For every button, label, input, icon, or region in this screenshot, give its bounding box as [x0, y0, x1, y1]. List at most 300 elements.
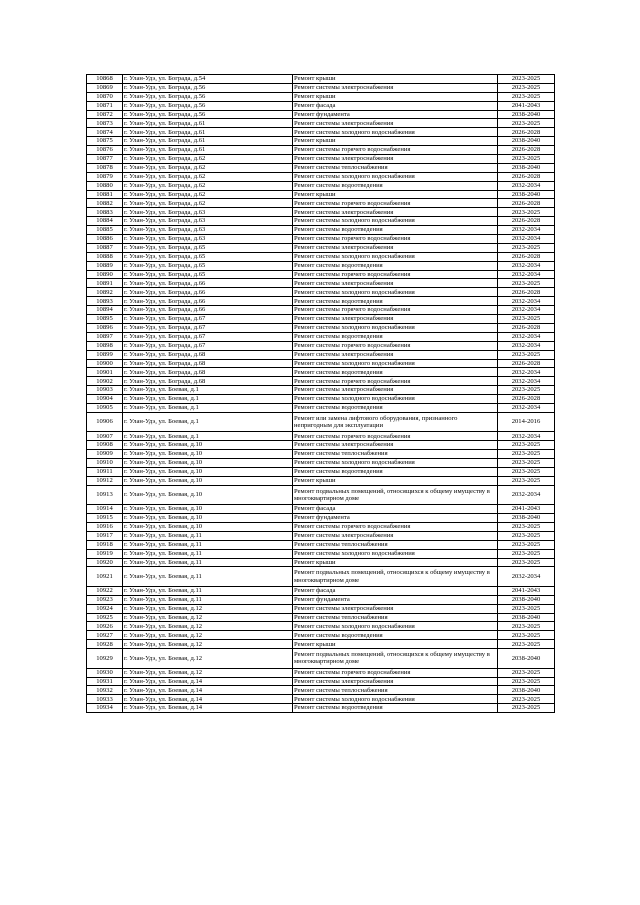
row-work-type: Ремонт подвальных помещений, относящихся к общему имуществу в многоквартирном доме [293, 649, 498, 669]
row-period: 2023-2025 [498, 75, 555, 84]
row-period: 2032-2034 [498, 368, 555, 377]
row-work-type: Ремонт системы электроснабжения [293, 677, 498, 686]
row-number: 10874 [87, 128, 123, 137]
row-period: 2023-2025 [498, 92, 555, 101]
row-address: г. Улан-Удэ, ул. Боевая, д.11 [123, 549, 293, 558]
table-row [87, 92, 555, 101]
table-row [87, 359, 555, 368]
row-period: 2026-2028 [498, 128, 555, 137]
row-work-type: Ремонт системы водоотведения [293, 226, 498, 235]
row-number: 10886 [87, 235, 123, 244]
row-work-type: Ремонт системы теплоснабжения [293, 686, 498, 695]
row-period: 2023-2025 [498, 558, 555, 567]
row-period: 2038-2040 [498, 514, 555, 523]
row-period: 2038-2040 [498, 137, 555, 146]
table-row [87, 649, 555, 669]
row-period: 2023-2025 [498, 640, 555, 649]
row-work-type: Ремонт системы горячего водоснабжения [293, 199, 498, 208]
row-period: 2023-2025 [498, 155, 555, 164]
table-row [87, 677, 555, 686]
row-address: г. Улан-Удэ, ул. Боевая, д.12 [123, 631, 293, 640]
row-work-type: Ремонт фасада [293, 505, 498, 514]
row-number: 10875 [87, 137, 123, 146]
table-row [87, 613, 555, 622]
row-work-type: Ремонт системы холодного водоснабжения [293, 549, 498, 558]
row-period: 2038-2040 [498, 649, 555, 669]
row-work-type: Ремонт системы электроснабжения [293, 531, 498, 540]
row-address: г. Улан-Удэ, ул. Бограда, д.65 [123, 261, 293, 270]
row-address: г. Улан-Удэ, ул. Бограда, д.61 [123, 128, 293, 137]
row-number: 10934 [87, 704, 123, 713]
row-number: 10922 [87, 586, 123, 595]
row-work-type: Ремонт системы горячего водоснабжения [293, 270, 498, 279]
row-work-type: Ремонт системы водоотведения [293, 297, 498, 306]
row-address: г. Улан-Удэ, ул. Боевая, д.1 [123, 412, 293, 432]
row-address: г. Улан-Удэ, ул. Боевая, д.11 [123, 595, 293, 604]
row-number: 10871 [87, 101, 123, 110]
row-work-type: Ремонт системы горячего водоснабжения [293, 522, 498, 531]
row-period: 2023-2025 [498, 467, 555, 476]
row-period: 2032-2034 [498, 567, 555, 587]
row-work-type: Ремонт крыши [293, 75, 498, 84]
row-address: г. Улан-Удэ, ул. Боевая, д.1 [123, 395, 293, 404]
row-work-type: Ремонт системы горячего водоснабжения [293, 146, 498, 155]
row-work-type: Ремонт крыши [293, 558, 498, 567]
row-number: 10885 [87, 226, 123, 235]
row-number: 10896 [87, 323, 123, 332]
row-period: 2032-2034 [498, 332, 555, 341]
row-work-type: Ремонт системы водоотведения [293, 181, 498, 190]
row-number: 10895 [87, 315, 123, 324]
row-work-type: Ремонт системы горячего водоснабжения [293, 306, 498, 315]
row-address: г. Улан-Удэ, ул. Боевая, д.10 [123, 459, 293, 468]
table-row [87, 155, 555, 164]
table-row [87, 558, 555, 567]
row-number: 10892 [87, 288, 123, 297]
row-period: 2023-2025 [498, 704, 555, 713]
table-row [87, 403, 555, 412]
table-row [87, 181, 555, 190]
row-work-type: Ремонт системы электроснабжения [293, 386, 498, 395]
row-number: 10897 [87, 332, 123, 341]
row-address: г. Улан-Удэ, ул. Боевая, д.12 [123, 622, 293, 631]
row-number: 10924 [87, 604, 123, 613]
table-row [87, 323, 555, 332]
row-number: 10898 [87, 341, 123, 350]
row-number: 10925 [87, 613, 123, 622]
row-address: г. Улан-Удэ, ул. Боевая, д.11 [123, 586, 293, 595]
row-work-type: Ремонт фасада [293, 101, 498, 110]
row-address: г. Улан-Удэ, ул. Боевая, д.11 [123, 567, 293, 587]
row-period: 2023-2025 [498, 549, 555, 558]
row-period: 2023-2025 [498, 450, 555, 459]
row-number: 10887 [87, 243, 123, 252]
row-period: 2023-2025 [498, 459, 555, 468]
row-period: 2038-2040 [498, 595, 555, 604]
row-work-type: Ремонт крыши [293, 137, 498, 146]
row-number: 10880 [87, 181, 123, 190]
row-number: 10872 [87, 110, 123, 119]
row-work-type: Ремонт системы электроснабжения [293, 315, 498, 324]
row-number: 10890 [87, 270, 123, 279]
row-period: 2041-2043 [498, 505, 555, 514]
table-row [87, 128, 555, 137]
table-row [87, 412, 555, 432]
row-work-type: Ремонт системы холодного водоснабжения [293, 252, 498, 261]
row-period: 2032-2034 [498, 432, 555, 441]
row-period: 2023-2025 [498, 604, 555, 613]
table-row [87, 288, 555, 297]
row-address: г. Улан-Удэ, ул. Боевая, д.14 [123, 677, 293, 686]
row-address: г. Улан-Удэ, ул. Боевая, д.10 [123, 476, 293, 485]
row-work-type: Ремонт системы электроснабжения [293, 243, 498, 252]
row-work-type: Ремонт системы холодного водоснабжения [293, 128, 498, 137]
table-row [87, 83, 555, 92]
table-row [87, 190, 555, 199]
row-number: 10923 [87, 595, 123, 604]
row-address: г. Улан-Удэ, ул. Бограда, д.62 [123, 163, 293, 172]
row-address: г. Улан-Удэ, ул. Бограда, д.56 [123, 92, 293, 101]
row-address: г. Улан-Удэ, ул. Боевая, д.10 [123, 514, 293, 523]
row-work-type: Ремонт системы холодного водоснабжения [293, 172, 498, 181]
row-work-type: Ремонт системы теплоснабжения [293, 613, 498, 622]
row-address: г. Улан-Удэ, ул. Бограда, д.62 [123, 190, 293, 199]
row-number: 10904 [87, 395, 123, 404]
row-work-type: Ремонт фундамента [293, 514, 498, 523]
table-row [87, 640, 555, 649]
row-work-type: Ремонт системы холодного водоснабжения [293, 217, 498, 226]
row-address: г. Улан-Удэ, ул. Бограда, д.66 [123, 306, 293, 315]
row-address: г. Улан-Удэ, ул. Боевая, д.12 [123, 640, 293, 649]
row-address: г. Улан-Удэ, ул. Боевая, д.1 [123, 386, 293, 395]
row-period: 2014-2016 [498, 412, 555, 432]
table-row [87, 172, 555, 181]
table-row [87, 217, 555, 226]
table-row [87, 668, 555, 677]
row-number: 10913 [87, 485, 123, 505]
row-work-type: Ремонт системы электроснабжения [293, 350, 498, 359]
table-row [87, 386, 555, 395]
row-work-type: Ремонт системы водоотведения [293, 261, 498, 270]
row-address: г. Улан-Удэ, ул. Бограда, д.65 [123, 252, 293, 261]
table-row [87, 505, 555, 514]
row-number: 10877 [87, 155, 123, 164]
table-row [87, 137, 555, 146]
row-address: г. Улан-Удэ, ул. Боевая, д.11 [123, 531, 293, 540]
row-period: 2026-2028 [498, 395, 555, 404]
row-address: г. Улан-Удэ, ул. Боевая, д.10 [123, 505, 293, 514]
row-address: г. Улан-Удэ, ул. Бограда, д.62 [123, 199, 293, 208]
row-number: 10891 [87, 279, 123, 288]
row-number: 10918 [87, 540, 123, 549]
row-period: 2032-2034 [498, 403, 555, 412]
row-period: 2023-2025 [498, 677, 555, 686]
row-period: 2023-2025 [498, 350, 555, 359]
row-address: г. Улан-Удэ, ул. Бограда, д.61 [123, 137, 293, 146]
repair-schedule-table [86, 74, 555, 713]
table-row [87, 297, 555, 306]
row-work-type: Ремонт системы холодного водоснабжения [293, 359, 498, 368]
table-row [87, 252, 555, 261]
row-address: г. Улан-Удэ, ул. Бограда, д.67 [123, 341, 293, 350]
table-row [87, 163, 555, 172]
row-work-type: Ремонт системы теплоснабжения [293, 450, 498, 459]
table-row [87, 595, 555, 604]
row-period: 2032-2034 [498, 297, 555, 306]
table-row [87, 235, 555, 244]
row-address: г. Улан-Удэ, ул. Бограда, д.66 [123, 279, 293, 288]
row-address: г. Улан-Удэ, ул. Боевая, д.10 [123, 485, 293, 505]
table-row [87, 522, 555, 531]
row-period: 2032-2034 [498, 261, 555, 270]
table-row [87, 476, 555, 485]
row-period: 2041-2043 [498, 586, 555, 595]
row-address: г. Улан-Удэ, ул. Боевая, д.12 [123, 613, 293, 622]
row-address: г. Улан-Удэ, ул. Боевая, д.12 [123, 668, 293, 677]
row-period: 2038-2040 [498, 613, 555, 622]
row-address: г. Улан-Удэ, ул. Бограда, д.62 [123, 155, 293, 164]
table-row [87, 75, 555, 84]
row-period: 2038-2040 [498, 686, 555, 695]
row-number: 10888 [87, 252, 123, 261]
row-period: 2023-2025 [498, 476, 555, 485]
row-period: 2026-2028 [498, 288, 555, 297]
row-number: 10911 [87, 467, 123, 476]
row-number: 10932 [87, 686, 123, 695]
row-work-type: Ремонт системы электроснабжения [293, 208, 498, 217]
table-row [87, 704, 555, 713]
row-period: 2038-2040 [498, 110, 555, 119]
row-number: 10879 [87, 172, 123, 181]
row-period: 2026-2028 [498, 252, 555, 261]
row-number: 10902 [87, 377, 123, 386]
row-period: 2026-2028 [498, 172, 555, 181]
table-row [87, 101, 555, 110]
row-work-type: Ремонт системы электроснабжения [293, 83, 498, 92]
row-period: 2023-2025 [498, 441, 555, 450]
table-row [87, 395, 555, 404]
row-period: 2023-2025 [498, 522, 555, 531]
row-address: г. Улан-Удэ, ул. Боевая, д.1 [123, 403, 293, 412]
row-address: г. Улан-Удэ, ул. Боевая, д.14 [123, 704, 293, 713]
row-period: 2032-2034 [498, 270, 555, 279]
row-number: 10915 [87, 514, 123, 523]
row-number: 10917 [87, 531, 123, 540]
row-address: г. Улан-Удэ, ул. Бограда, д.65 [123, 243, 293, 252]
row-work-type: Ремонт системы горячего водоснабжения [293, 668, 498, 677]
row-address: г. Улан-Удэ, ул. Боевая, д.10 [123, 441, 293, 450]
table-row [87, 604, 555, 613]
row-work-type: Ремонт системы водоотведения [293, 368, 498, 377]
row-period: 2023-2025 [498, 279, 555, 288]
row-number: 10912 [87, 476, 123, 485]
row-address: г. Улан-Удэ, ул. Боевая, д.10 [123, 522, 293, 531]
table-row [87, 208, 555, 217]
row-work-type: Ремонт системы холодного водоснабжения [293, 695, 498, 704]
table-row [87, 467, 555, 476]
table-row [87, 119, 555, 128]
table-row [87, 567, 555, 587]
row-address: г. Улан-Удэ, ул. Бограда, д.68 [123, 359, 293, 368]
row-address: г. Улан-Удэ, ул. Бограда, д.56 [123, 110, 293, 119]
table-row [87, 315, 555, 324]
row-period: 2038-2040 [498, 163, 555, 172]
row-address: г. Улан-Удэ, ул. Бограда, д.65 [123, 270, 293, 279]
row-work-type: Ремонт системы теплоснабжения [293, 163, 498, 172]
row-number: 10910 [87, 459, 123, 468]
table-row [87, 485, 555, 505]
row-address: г. Улан-Удэ, ул. Бограда, д.61 [123, 119, 293, 128]
row-period: 2023-2025 [498, 83, 555, 92]
row-address: г. Улан-Удэ, ул. Бограда, д.63 [123, 226, 293, 235]
row-number: 10931 [87, 677, 123, 686]
row-work-type: Ремонт системы водоотведения [293, 332, 498, 341]
table-row [87, 531, 555, 540]
row-period: 2026-2028 [498, 323, 555, 332]
row-work-type: Ремонт системы горячего водоснабжения [293, 235, 498, 244]
row-period: 2023-2025 [498, 622, 555, 631]
row-number: 10908 [87, 441, 123, 450]
row-work-type: Ремонт фасада [293, 586, 498, 595]
row-period: 2032-2034 [498, 181, 555, 190]
row-address: г. Улан-Удэ, ул. Бограда, д.67 [123, 332, 293, 341]
table-row [87, 270, 555, 279]
row-period: 2032-2034 [498, 306, 555, 315]
row-period: 2023-2025 [498, 386, 555, 395]
row-address: г. Улан-Удэ, ул. Боевая, д.12 [123, 649, 293, 669]
table-row [87, 549, 555, 558]
row-number: 10893 [87, 297, 123, 306]
row-work-type: Ремонт системы холодного водоснабжения [293, 323, 498, 332]
row-work-type: Ремонт системы водоотведения [293, 403, 498, 412]
row-address: г. Улан-Удэ, ул. Бограда, д.54 [123, 75, 293, 84]
row-number: 10869 [87, 83, 123, 92]
table-row [87, 586, 555, 595]
row-number: 10933 [87, 695, 123, 704]
row-period: 2023-2025 [498, 695, 555, 704]
row-number: 10884 [87, 217, 123, 226]
row-work-type: Ремонт системы электроснабжения [293, 155, 498, 164]
table-row [87, 540, 555, 549]
table-row [87, 110, 555, 119]
row-address: г. Улан-Удэ, ул. Бограда, д.67 [123, 315, 293, 324]
row-number: 10903 [87, 386, 123, 395]
row-period: 2032-2034 [498, 485, 555, 505]
row-address: г. Улан-Удэ, ул. Бограда, д.56 [123, 83, 293, 92]
row-period: 2023-2025 [498, 243, 555, 252]
table-row [87, 622, 555, 631]
row-address: г. Улан-Удэ, ул. Боевая, д.12 [123, 604, 293, 613]
table-row [87, 350, 555, 359]
row-work-type: Ремонт системы электроснабжения [293, 604, 498, 613]
table-row [87, 306, 555, 315]
row-number: 10928 [87, 640, 123, 649]
row-work-type: Ремонт системы электроснабжения [293, 279, 498, 288]
row-number: 10889 [87, 261, 123, 270]
table-row [87, 199, 555, 208]
row-address: г. Улан-Удэ, ул. Бограда, д.62 [123, 172, 293, 181]
row-work-type: Ремонт системы холодного водоснабжения [293, 459, 498, 468]
row-number: 10901 [87, 368, 123, 377]
row-number: 10921 [87, 567, 123, 587]
row-work-type: Ремонт системы электроснабжения [293, 441, 498, 450]
row-address: г. Улан-Удэ, ул. Бограда, д.66 [123, 297, 293, 306]
row-period: 2023-2025 [498, 540, 555, 549]
row-number: 10899 [87, 350, 123, 359]
row-address: г. Улан-Удэ, ул. Бограда, д.63 [123, 235, 293, 244]
table-row [87, 450, 555, 459]
row-address: г. Улан-Удэ, ул. Бограда, д.68 [123, 377, 293, 386]
row-address: г. Улан-Удэ, ул. Бограда, д.68 [123, 368, 293, 377]
table-row [87, 261, 555, 270]
row-address: г. Улан-Удэ, ул. Бограда, д.56 [123, 101, 293, 110]
row-number: 10930 [87, 668, 123, 677]
row-period: 2023-2025 [498, 631, 555, 640]
row-address: г. Улан-Удэ, ул. Боевая, д.10 [123, 467, 293, 476]
row-number: 10914 [87, 505, 123, 514]
table-row [87, 332, 555, 341]
row-number: 10873 [87, 119, 123, 128]
row-number: 10905 [87, 403, 123, 412]
row-work-type: Ремонт системы холодного водоснабжения [293, 288, 498, 297]
row-number: 10916 [87, 522, 123, 531]
table-row [87, 146, 555, 155]
row-number: 10906 [87, 412, 123, 432]
row-number: 10920 [87, 558, 123, 567]
row-number: 10907 [87, 432, 123, 441]
row-number: 10926 [87, 622, 123, 631]
row-address: г. Улан-Удэ, ул. Бограда, д.63 [123, 208, 293, 217]
row-work-type: Ремонт подвальных помещений, относящихся к общему имуществу в многоквартирном доме [293, 567, 498, 587]
row-period: 2032-2034 [498, 226, 555, 235]
row-address: г. Улан-Удэ, ул. Боевая, д.11 [123, 540, 293, 549]
row-period: 2026-2028 [498, 146, 555, 155]
row-address: г. Улан-Удэ, ул. Боевая, д.14 [123, 686, 293, 695]
table-row [87, 686, 555, 695]
row-number: 10927 [87, 631, 123, 640]
row-work-type: Ремонт подвальных помещений, относящихся к общему имуществу в многоквартирном доме [293, 485, 498, 505]
row-number: 10882 [87, 199, 123, 208]
row-period: 2032-2034 [498, 377, 555, 386]
row-work-type: Ремонт фундамента [293, 595, 498, 604]
row-number: 10894 [87, 306, 123, 315]
row-work-type: Ремонт фундамента [293, 110, 498, 119]
row-work-type: Ремонт системы холодного водоснабжения [293, 622, 498, 631]
row-work-type: Ремонт системы водоотведения [293, 631, 498, 640]
table-row [87, 441, 555, 450]
table-row [87, 514, 555, 523]
row-work-type: Ремонт крыши [293, 640, 498, 649]
table-row [87, 695, 555, 704]
row-address: г. Улан-Удэ, ул. Бограда, д.61 [123, 146, 293, 155]
row-period: 2026-2028 [498, 217, 555, 226]
table-row [87, 243, 555, 252]
row-number: 10900 [87, 359, 123, 368]
row-period: 2023-2025 [498, 531, 555, 540]
row-number: 10881 [87, 190, 123, 199]
row-number: 10876 [87, 146, 123, 155]
row-work-type: Ремонт крыши [293, 92, 498, 101]
table-row [87, 279, 555, 288]
table-row [87, 631, 555, 640]
row-period: 2023-2025 [498, 119, 555, 128]
table-row [87, 377, 555, 386]
row-work-type: Ремонт системы теплоснабжения [293, 540, 498, 549]
table-row [87, 432, 555, 441]
row-number: 10883 [87, 208, 123, 217]
row-work-type: Ремонт системы водоотведения [293, 467, 498, 476]
table-body [87, 75, 555, 713]
